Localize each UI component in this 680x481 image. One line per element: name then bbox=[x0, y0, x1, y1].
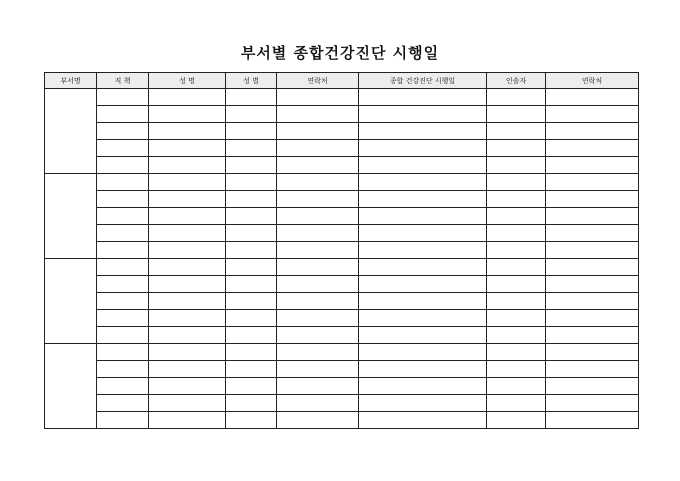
supervisor-contact-cell[interactable] bbox=[546, 123, 639, 140]
exam-date-cell[interactable] bbox=[359, 174, 487, 191]
contact-cell[interactable] bbox=[277, 106, 359, 123]
supervisor-contact-cell[interactable] bbox=[546, 242, 639, 259]
table-row bbox=[45, 361, 639, 378]
position-cell[interactable] bbox=[97, 310, 149, 327]
contact-cell[interactable] bbox=[277, 225, 359, 242]
name-cell[interactable] bbox=[149, 276, 226, 293]
supervisor-cell[interactable] bbox=[487, 157, 546, 174]
supervisor-contact-cell[interactable] bbox=[546, 225, 639, 242]
name-cell[interactable] bbox=[149, 140, 226, 157]
position-cell[interactable] bbox=[97, 344, 149, 361]
gender-cell[interactable] bbox=[226, 242, 277, 259]
exam-date-cell[interactable] bbox=[359, 123, 487, 140]
supervisor-cell[interactable] bbox=[487, 344, 546, 361]
contact-cell[interactable] bbox=[277, 140, 359, 157]
table-row bbox=[45, 378, 639, 395]
supervisor-contact-cell[interactable] bbox=[546, 395, 639, 412]
gender-cell[interactable] bbox=[226, 276, 277, 293]
name-cell[interactable] bbox=[149, 395, 226, 412]
supervisor-contact-cell[interactable] bbox=[546, 412, 639, 429]
supervisor-cell[interactable] bbox=[487, 361, 546, 378]
gender-cell[interactable] bbox=[226, 259, 277, 276]
header-department: 부서명 bbox=[45, 73, 97, 89]
header-name: 성 명 bbox=[149, 73, 226, 89]
name-cell[interactable] bbox=[149, 259, 226, 276]
position-cell[interactable] bbox=[97, 174, 149, 191]
contact-cell[interactable] bbox=[277, 174, 359, 191]
position-cell[interactable] bbox=[97, 412, 149, 429]
supervisor-contact-cell[interactable] bbox=[546, 140, 639, 157]
contact-cell[interactable] bbox=[277, 191, 359, 208]
table-row bbox=[45, 140, 639, 157]
position-cell[interactable] bbox=[97, 361, 149, 378]
name-cell[interactable] bbox=[149, 412, 226, 429]
table-row bbox=[45, 106, 639, 123]
position-cell[interactable] bbox=[97, 106, 149, 123]
contact-cell[interactable] bbox=[277, 123, 359, 140]
supervisor-cell[interactable] bbox=[487, 378, 546, 395]
gender-cell[interactable] bbox=[226, 378, 277, 395]
supervisor-cell[interactable] bbox=[487, 208, 546, 225]
supervisor-contact-cell[interactable] bbox=[546, 310, 639, 327]
exam-date-cell[interactable] bbox=[359, 361, 487, 378]
gender-cell[interactable] bbox=[226, 174, 277, 191]
exam-date-cell[interactable] bbox=[359, 89, 487, 106]
name-cell[interactable] bbox=[149, 293, 226, 310]
name-cell[interactable] bbox=[149, 191, 226, 208]
table-row bbox=[45, 157, 639, 174]
supervisor-contact-cell[interactable] bbox=[546, 276, 639, 293]
exam-date-cell[interactable] bbox=[359, 310, 487, 327]
name-cell[interactable] bbox=[149, 378, 226, 395]
position-cell[interactable] bbox=[97, 259, 149, 276]
header-supervisor: 인솔자 bbox=[487, 73, 546, 89]
supervisor-cell[interactable] bbox=[487, 225, 546, 242]
exam-date-cell[interactable] bbox=[359, 157, 487, 174]
supervisor-cell[interactable] bbox=[487, 395, 546, 412]
gender-cell[interactable] bbox=[226, 106, 277, 123]
gender-cell[interactable] bbox=[226, 344, 277, 361]
name-cell[interactable] bbox=[149, 106, 226, 123]
contact-cell[interactable] bbox=[277, 378, 359, 395]
name-cell[interactable] bbox=[149, 225, 226, 242]
position-cell[interactable] bbox=[97, 276, 149, 293]
position-cell[interactable] bbox=[97, 378, 149, 395]
exam-date-cell[interactable] bbox=[359, 395, 487, 412]
gender-cell[interactable] bbox=[226, 191, 277, 208]
contact-cell[interactable] bbox=[277, 412, 359, 429]
position-cell[interactable] bbox=[97, 225, 149, 242]
supervisor-contact-cell[interactable] bbox=[546, 174, 639, 191]
supervisor-contact-cell[interactable] bbox=[546, 259, 639, 276]
name-cell[interactable] bbox=[149, 208, 226, 225]
name-cell[interactable] bbox=[149, 242, 226, 259]
table-row bbox=[45, 225, 639, 242]
supervisor-cell[interactable] bbox=[487, 327, 546, 344]
supervisor-contact-cell[interactable] bbox=[546, 89, 639, 106]
supervisor-cell[interactable] bbox=[487, 89, 546, 106]
name-cell[interactable] bbox=[149, 327, 226, 344]
table-row bbox=[45, 310, 639, 327]
supervisor-contact-cell[interactable] bbox=[546, 327, 639, 344]
position-cell[interactable] bbox=[97, 327, 149, 344]
supervisor-cell[interactable] bbox=[487, 106, 546, 123]
name-cell[interactable] bbox=[149, 174, 226, 191]
department-cell[interactable] bbox=[45, 89, 97, 174]
gender-cell[interactable] bbox=[226, 157, 277, 174]
gender-cell[interactable] bbox=[226, 89, 277, 106]
table-row bbox=[45, 344, 639, 361]
position-cell[interactable] bbox=[97, 191, 149, 208]
contact-cell[interactable] bbox=[277, 208, 359, 225]
position-cell[interactable] bbox=[97, 242, 149, 259]
exam-date-cell[interactable] bbox=[359, 378, 487, 395]
supervisor-cell[interactable] bbox=[487, 123, 546, 140]
header-row bbox=[45, 73, 639, 89]
supervisor-contact-cell[interactable] bbox=[546, 208, 639, 225]
contact-cell[interactable] bbox=[277, 327, 359, 344]
table-row bbox=[45, 293, 639, 310]
table-row bbox=[45, 174, 639, 191]
supervisor-cell[interactable] bbox=[487, 310, 546, 327]
gender-cell[interactable] bbox=[226, 140, 277, 157]
table-row bbox=[45, 327, 639, 344]
table-row bbox=[45, 259, 639, 276]
name-cell[interactable] bbox=[149, 123, 226, 140]
exam-date-cell[interactable] bbox=[359, 344, 487, 361]
supervisor-contact-cell[interactable] bbox=[546, 378, 639, 395]
exam-date-cell[interactable] bbox=[359, 276, 487, 293]
department-cell[interactable] bbox=[45, 174, 97, 259]
position-cell[interactable] bbox=[97, 140, 149, 157]
department-cell[interactable] bbox=[45, 259, 97, 344]
exam-date-cell[interactable] bbox=[359, 191, 487, 208]
position-cell[interactable] bbox=[97, 395, 149, 412]
name-cell[interactable] bbox=[149, 157, 226, 174]
exam-date-cell[interactable] bbox=[359, 412, 487, 429]
health-exam-schedule-table bbox=[44, 72, 639, 429]
gender-cell[interactable] bbox=[226, 208, 277, 225]
table-row bbox=[45, 191, 639, 208]
position-cell[interactable] bbox=[97, 89, 149, 106]
supervisor-contact-cell[interactable] bbox=[546, 344, 639, 361]
supervisor-contact-cell[interactable] bbox=[546, 106, 639, 123]
name-cell[interactable] bbox=[149, 361, 226, 378]
supervisor-cell[interactable] bbox=[487, 191, 546, 208]
department-cell[interactable] bbox=[45, 344, 97, 429]
contact-cell[interactable] bbox=[277, 395, 359, 412]
position-cell[interactable] bbox=[97, 123, 149, 140]
exam-date-cell[interactable] bbox=[359, 140, 487, 157]
table-row bbox=[45, 208, 639, 225]
supervisor-cell[interactable] bbox=[487, 242, 546, 259]
supervisor-contact-cell[interactable] bbox=[546, 157, 639, 174]
position-cell[interactable] bbox=[97, 208, 149, 225]
position-cell[interactable] bbox=[97, 157, 149, 174]
gender-cell[interactable] bbox=[226, 361, 277, 378]
exam-date-cell[interactable] bbox=[359, 106, 487, 123]
gender-cell[interactable] bbox=[226, 310, 277, 327]
supervisor-cell[interactable] bbox=[487, 140, 546, 157]
exam-date-cell[interactable] bbox=[359, 225, 487, 242]
header-position: 직 책 bbox=[97, 73, 149, 89]
contact-cell[interactable] bbox=[277, 157, 359, 174]
exam-date-cell[interactable] bbox=[359, 327, 487, 344]
supervisor-cell[interactable] bbox=[487, 412, 546, 429]
gender-cell[interactable] bbox=[226, 293, 277, 310]
exam-date-cell[interactable] bbox=[359, 259, 487, 276]
table-row bbox=[45, 242, 639, 259]
supervisor-contact-cell[interactable] bbox=[546, 191, 639, 208]
supervisor-cell[interactable] bbox=[487, 174, 546, 191]
table-row bbox=[45, 276, 639, 293]
supervisor-contact-cell[interactable] bbox=[546, 361, 639, 378]
header-exam-date: 종합 건강진단 시행일 bbox=[359, 73, 487, 89]
table-row bbox=[45, 412, 639, 429]
contact-cell[interactable] bbox=[277, 310, 359, 327]
table-row bbox=[45, 395, 639, 412]
gender-cell[interactable] bbox=[226, 123, 277, 140]
contact-cell[interactable] bbox=[277, 259, 359, 276]
exam-date-cell[interactable] bbox=[359, 293, 487, 310]
contact-cell[interactable] bbox=[277, 293, 359, 310]
name-cell[interactable] bbox=[149, 310, 226, 327]
exam-date-cell[interactable] bbox=[359, 208, 487, 225]
name-cell[interactable] bbox=[149, 89, 226, 106]
gender-cell[interactable] bbox=[226, 327, 277, 344]
name-cell[interactable] bbox=[149, 344, 226, 361]
table-row bbox=[45, 89, 639, 106]
contact-cell[interactable] bbox=[277, 344, 359, 361]
header-supervisor-contact: 연락처 bbox=[546, 73, 639, 89]
supervisor-cell[interactable] bbox=[487, 276, 546, 293]
header-gender: 성 별 bbox=[226, 73, 277, 89]
contact-cell[interactable] bbox=[277, 242, 359, 259]
table-body bbox=[45, 89, 639, 429]
position-cell[interactable] bbox=[97, 293, 149, 310]
gender-cell[interactable] bbox=[226, 412, 277, 429]
gender-cell[interactable] bbox=[226, 395, 277, 412]
document-title: 부서별 종합건강진단 시행일 bbox=[240, 44, 440, 62]
supervisor-cell[interactable] bbox=[487, 259, 546, 276]
exam-date-cell[interactable] bbox=[359, 242, 487, 259]
header-contact: 연락처 bbox=[277, 73, 359, 89]
table-row bbox=[45, 123, 639, 140]
contact-cell[interactable] bbox=[277, 89, 359, 106]
supervisor-cell[interactable] bbox=[487, 293, 546, 310]
supervisor-contact-cell[interactable] bbox=[546, 293, 639, 310]
contact-cell[interactable] bbox=[277, 276, 359, 293]
gender-cell[interactable] bbox=[226, 225, 277, 242]
contact-cell[interactable] bbox=[277, 361, 359, 378]
